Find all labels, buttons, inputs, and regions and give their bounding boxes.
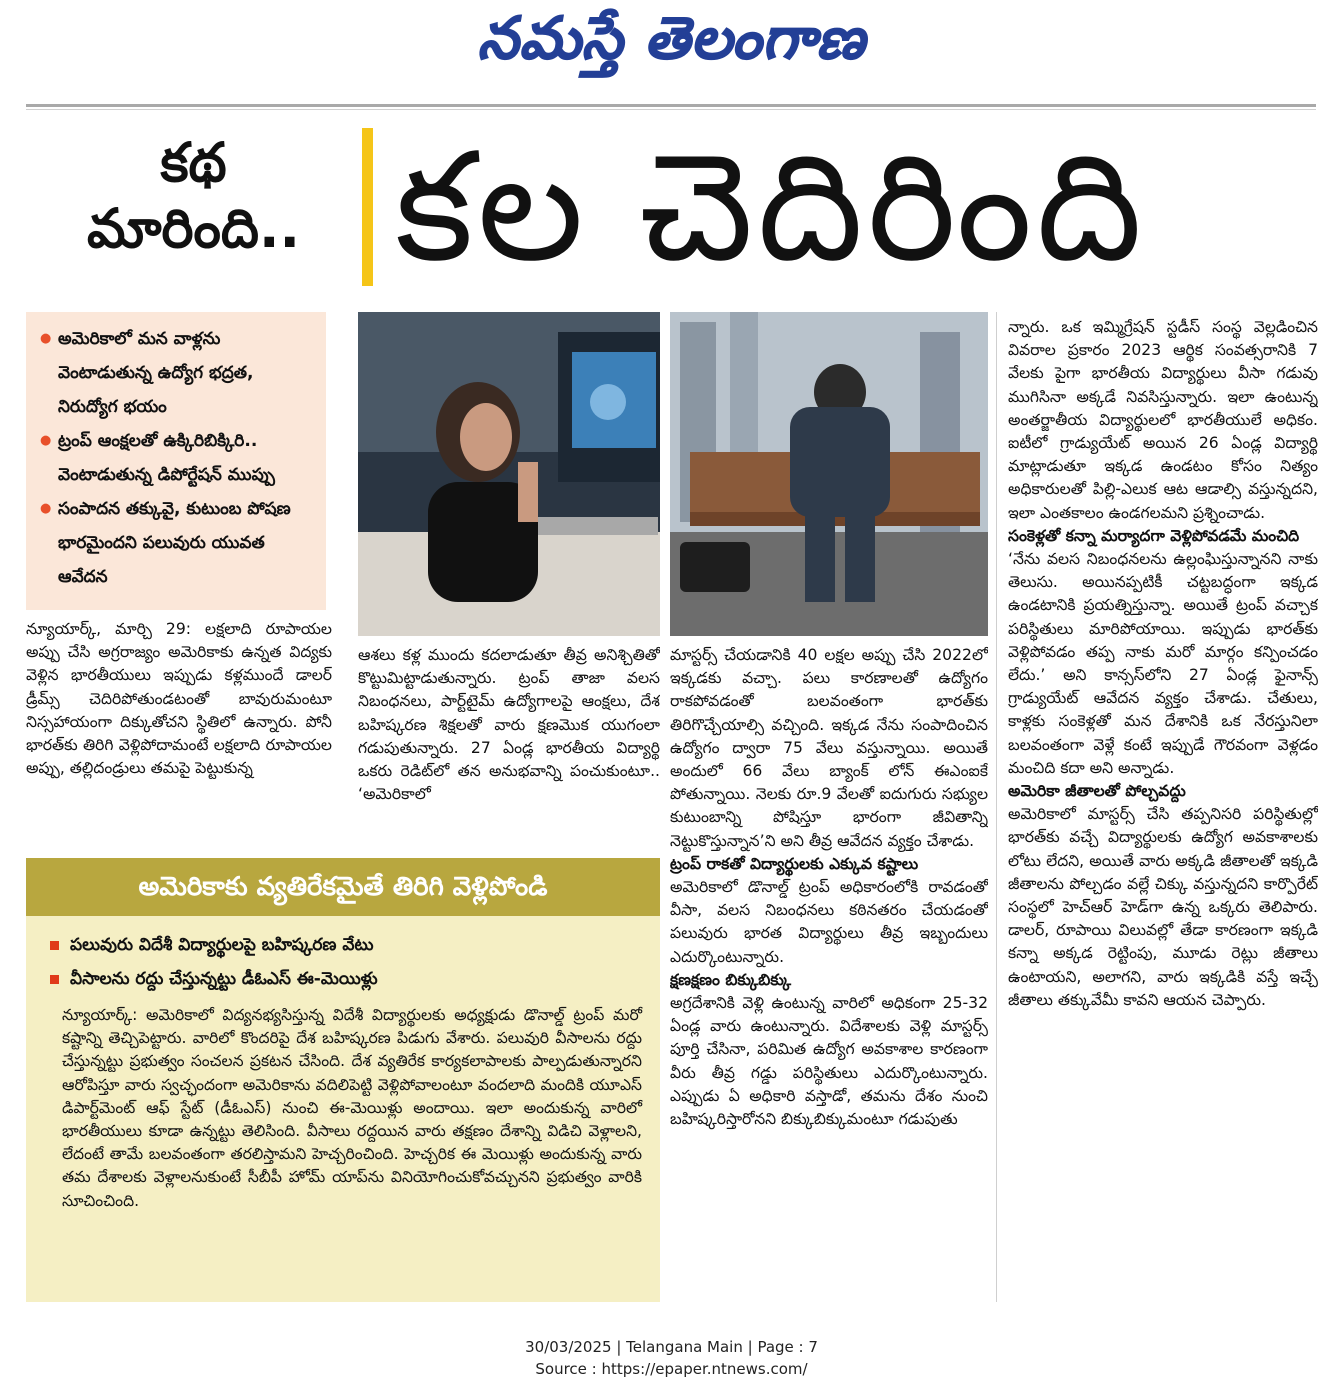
article-subhead: సంకెళ్లతో కన్నా మర్యాదగా వెళ్లిపోవడమే మంచిది: [1008, 526, 1300, 545]
photo-man-bench-image: [670, 312, 988, 636]
article-paragraph: న్యూయార్క్, మార్చి 29: లక్షలాది రూపాయల అప్పు చేసి అగ్రరాజ్యం అమెరికాకు ఉన్నత విద్యకు వెళ్లిన భారతీయులు ఇప్పుడు కళ్లముందే డాలర్ డ్రీమ్స్ చెదిరిపోతుండటంతో బావురుమంటూ నిస్సహాయంగా దిక్కుతోచని స్థితిలో ఉన్నారు. పోనీ భారత్‌కు తిరిగి వెళ్లిపోదామంటే లక్షలాది రూపాయల అప్పు, తల్లిదండ్రులు తమపై పెట్టుకున్న: [26, 620, 332, 778]
divider: [26, 104, 1316, 107]
kicker: [26, 130, 361, 290]
article-col2: [358, 644, 660, 844]
article-paragraph: అమెరికాలో డొనాల్డ్ ట్రంప్ అధికారంలోకి రావడంతో వీసా, వలస నిబంధనలు కఠినతరం చేయడంతో పలువురు భారత విద్యార్థులు తీవ్ర ఇబ్బందులు ఎదుర్కొంటున్నారు.: [670, 878, 988, 966]
article-subhead: అమెరికా జీతాలతో పోల్చవద్దు: [1008, 782, 1186, 801]
sidebar-bullet: వీసాలను రద్దు చేస్తున్నట్టు డీఓఎస్ ఈ-మెయిళ్లు: [44, 962, 644, 996]
photo-woman-stressed-image: [358, 312, 660, 636]
footer-edition-line: 30/03/2025 | Telangana Main | Page : 7: [525, 1338, 818, 1356]
sidebar-text: [26, 1000, 660, 1294]
article-col1: [26, 618, 332, 850]
article-paragraph: ‘నేను వలస నిబంధనలను ఉల్లంఘిస్తున్నానని నాకు తెలుసు. అయినప్పటికీ చట్టబద్ధంగా ఇక్కడ ఉండటానికి ప్రయత్నిస్తున్నా. అయితే ట్రంప్ వచ్చాక పరిస్థితులు మారిపోయాయి. ఇప్పుడు భారత్‌కు వెళ్లిపోవడం తప్ప నాకు మరో మార్గం కన్పించడం లేదు.’ అని కాన్సస్‌లోని 27 ఏండ్ల ఫైనాన్స్ గ్రాడ్యుయేట్ ఆవేదన వ్యక్తం చేశాడు. చేతులు, కాళ్లకు సంకెళ్లతో మన దేశానికి ఒక నేరస్తునిలా బలవంతంగా వెళ్లే కంటే ఇప్పుడే గౌరవంగా వెళ్లడం మంచిది కదా అని అన్నాడు.: [1008, 550, 1318, 777]
kicker-line: కథ: [160, 131, 227, 194]
article-paragraph: న్యూయార్క్: అమెరికాలో విద్యనభ్యసిస్తున్న విదేశీ విద్యార్థులకు అధ్యక్షుడు డొనాల్డ్ ట్రంప్ మరో కష్టాన్ని తెచ్చిపెట్టారు. వారిలో కొందరిపై దేశ బహిష్కరణ పిడుగు వేశారు. పలువురి వీసాలను రద్దు చేస్తున్నట్టు ప్రభుత్వం సంచలన ప్రకటన చేసింది. దేశ వ్యతిరేక కార్యకలాపాలకు పాల్పడుతున్నారని ఆరోపిస్తూ వారు స్వచ్ఛందంగా అమెరికాను వదిలిపెట్టి వెళ్లిపోవాలంటూ వందలాది మందికి యూఎస్ డిపార్ట్‌మెంట్ ఆఫ్ స్టేట్ (డీఓఎస్) నుంచి ఈ-మెయిళ్లు అందాయి. ఇలా అందుకున్న వారిలో భారతీయులు కూడా ఉన్నట్టు తెలిసింది. వీసాలు రద్దయిన వారు తక్షణం దేశాన్ని విడిచి వెళ్లాలని, లేదంటే తామే బలవంతంగా తరలిస్తామని హెచ్చరించింది. హెచ్చరిక ఈ మెయిళ్లు అందుకున్న వారు తమ దేశాలకు వెళ్లాలనుకుంటే సీబీపీ హోమ్ యాప్‌ను వినియోగించుకోవచ్చునని ప్రభుత్వం వారికి సూచించింది.: [62, 1006, 642, 1210]
column-divider: [996, 312, 997, 1302]
page-footer: [0, 1336, 1343, 1380]
masthead: [0, 0, 1343, 92]
divider: [26, 109, 1316, 110]
article-subhead: ట్రంప్ రాకతో విద్యార్థులకు ఎక్కువ కష్టాలు: [670, 854, 919, 873]
article-col3: [670, 644, 988, 1296]
article-paragraph: అమెరికాలో మాస్టర్స్ చేసి తప్పనిసరి పరిస్థితుల్లో భారత్‌కు వచ్చే విద్యార్థులకు ఉద్యోగ అవకాశాలకు లోటు లేదని, అయితే వారు అక్కడి జీతాలతో ఇక్కడి జీతాలను పోల్చడం వల్లే చిక్కు వస్తున్నదని కార్పొరేట్ సంస్థలో హెచ్‌ఆర్ హెడ్‌గా ఉన్న ఒక్కరు తెలిపారు. డాలర్, రూపాయి విలువల్లో తేడా కారణంగా ఇక్కడి కన్నా అక్కడ రెట్టింపు, మూడు రెట్లు జీతాలు ఉంటాయని, అలాగని, వారు ఇక్కడికి వస్తే ఇచ్చే జీతాలు తక్కువేమీ కావని ఆయన చెప్పారు.: [1008, 805, 1318, 1009]
masthead-title: నమస్తే తెలంగాణ: [477, 4, 866, 72]
highlight-item: ● అమెరికాలో మన వాళ్లను వెంటాడుతున్న ఉద్యోగ భద్రత, నిరుద్యోగ భయం: [40, 322, 318, 424]
article-paragraph: ఆశలు కళ్ల ముందు కదలాడుతూ తీవ్ర అనిశ్చితితో కొట్టుమిట్టాడుతున్నారు. ట్రంప్ తాజా వలస నిబంధనలు, పార్ట్‌టైమ్ ఉద్యోగాలపై ఆంక్షలు, దేశ బహిష్కరణ శిక్షలతో వారు క్షణమొక యుగంలా గడుపుతున్నారు. 27 ఏండ్ల భారతీయ విద్యార్థి ఒకరు రెడిట్‌లో తన అనుభవాన్ని పంచుకుంటూ.. ‘అమెరికాలో: [358, 646, 660, 804]
kicker-accent-bar: [362, 128, 373, 286]
kicker-line: మారింది..: [86, 197, 301, 260]
article-col4: [1008, 316, 1318, 1296]
highlights-box: [26, 312, 326, 610]
highlight-item: ● ట్రంప్ ఆంక్షలతో ఉక్కిరిబిక్కిరి.. వెంటాడుతున్న డిపోర్టేషన్ ముప్పు: [40, 424, 318, 492]
footer-source-line: Source : https://epaper.ntnews.com/: [535, 1360, 808, 1378]
article-paragraph: న్నారు. ఒక ఇమ్మిగ్రేషన్ స్టడీస్ సంస్థ వెల్లడించిన వివరాల ప్రకారం 2023 ఆర్థిక సంవత్సరానికి 7 వేలకు పైగా భారతీయ విద్యార్థులు వీసా గడువు ముగిసినా అక్కడే నివసిస్తున్నారు. ఇలా ఉంటున్న అంతర్జాతీయ విద్యార్థులలో భారతీయులే అధికం. ఐటీలో గ్రాడ్యుయేట్ అయిన 26 ఏండ్ల విద్యార్థి మాట్లాడుతూ ఇక్కడ ఉండటం కోసం నిత్యం అధికారులతో పిల్లి-ఎలుక ఆట ఆడాల్సి వస్తున్నదని, ఇలా ఎంతకాలం ఉండగలమని ప్రశ్నించాడు.: [1008, 318, 1318, 522]
sidebar-title: అమెరికాకు వ్యతిరేకమైతే తిరిగి వెళ్లిపోండి: [26, 858, 660, 916]
highlight-item: ● సంపాదన తక్కువై, కుటుంబ పోషణ భారమైందని పలువురు యువత ఆవేదన: [40, 492, 318, 594]
headline: కల చెదిరింది: [395, 121, 1147, 295]
article-paragraph: మాస్టర్స్ చేయడానికి 40 లక్షల అప్పు చేసి 2022లో ఇక్కడకు వచ్చా. పలు కారణాలతో ఉద్యోగం రాకపోవడంతో బలవంతంగా భారత్‌కు తిరిగొచ్చేయాల్సి వచ్చింది. ఇక్కడ నేను సంపాదించిన ఉద్యోగం ద్వారా 75 వేలు వస్తున్నాయి. అయితే అందులో 66 వేలు బ్యాంక్ లోన్ ఈఎంఐకే పోతున్నాయి. నెలకు రూ.9 వేలతో ఐదుగురు సభ్యుల కుటుంబాన్ని పోషిస్తూ భారంగా జీవితాన్ని నెట్టుకొస్తున్నాన’ని అని తీవ్ర ఆవేదన వ్యక్తం చేశాడు.: [670, 646, 988, 850]
sidebar-bullet: పలువురు విదేశీ విద్యార్థులపై బహిష్కరణ వేటు: [44, 928, 644, 962]
article-paragraph: అగ్రదేశానికి వెళ్లి ఉంటున్న వారిలో అధికంగా 25-32 ఏండ్ల వారు ఉంటున్నారు. విదేశాలకు వెళ్లి మాస్టర్స్ పూర్తి చేసినా, పరిమిత ఉద్యోగ అవకాశాల కారణంగా వీరు తీవ్ర గడ్డు పరిస్థితులు ఎదుర్కొంటున్నారు. ఎప్పుడు ఏ అధికారి వస్తాడో, తమను దేశం నుంచి బహిష్కరిస్తారోనని బిక్కుబిక్కుమంటూ గడుపుతు: [670, 994, 988, 1129]
article-subhead: క్షణక్షణం బిక్కుబిక్కు: [670, 970, 792, 989]
photo-man-bench: [670, 312, 988, 636]
photo-woman-stressed: [358, 312, 660, 636]
sidebar-box: [26, 916, 660, 1302]
